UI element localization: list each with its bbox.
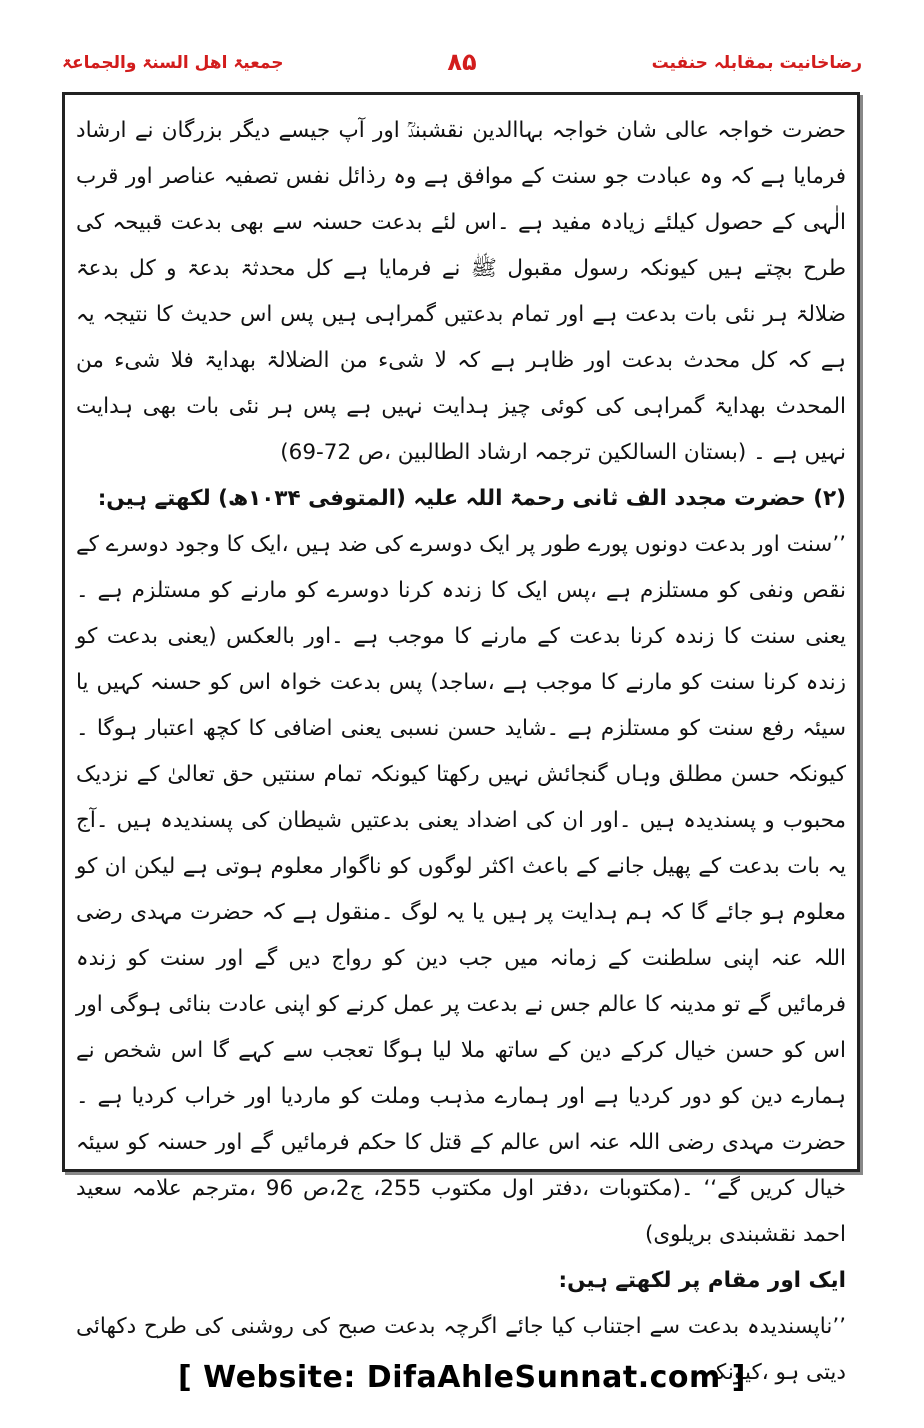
page-header xyxy=(62,48,862,92)
page-number: ۸۵ xyxy=(447,48,477,76)
paragraph-2-heading: (۲) حضرت مجدد الف ثانی رحمۃ اللہ علیہ (المتوفی ۱۰۳۴ھ) لکھتے ہیں: xyxy=(97,486,846,511)
paragraph-5-quote: ’’ناپسندیدہ بدعت سے اجتناب کیا جائے اگرچہ بدعت صبح کی روشنی کی طرح دکھائی دیتی ہو ،کیونکہ xyxy=(76,1314,846,1385)
website-footer: [ Website: DifaAhleSunnat.com ] xyxy=(178,1360,746,1395)
paragraph-1: حضرت خواجہ عالی شان خواجہ بہاالدین نقشبندؒ اور آپ جیسے دیگر بزرگان نے ارشاد فرمایا ہے کہ وہ عبادت جو سنت کے موافق ہے وہ رذائل نفس تصفیہ عناصر اور قرب الٰہی کے حصول کیلئے زیادہ مفید ہے ۔اس لئے بدعت حسنہ سے بھی بدعت قبیحہ کی طرح بچتے ہیں کیونکہ رسول مقبول ﷺ نے فرمایا ہے کل محدثۃ بدعۃ و کل بدعۃ ضلالۃ ہر نئی بات بدعت ہے اور تمام بدعتیں گمراہی ہیں پس اس حدیث کا نتیجہ یہ ہے کہ کل محدث بدعت اور ظاہر ہے کہ لا شیء من الضلالۃ بھدایۃ فلا شیء من المحدث بھدایۃ گمراہی کی کوئی چیز ہدایت نہیں ہے پس ہر نئی بات بھی ہدایت نہیں ہے ۔ (بستان السالکین ترجمہ ارشاد الطالبین ،ص 72-69) xyxy=(76,118,846,465)
paragraph-3-quote: ’’سنت اور بدعت دونوں پورے طور پر ایک دوسرے کی ضد ہیں ،ایک کا وجود دوسرے کے نقص ونفی کو مستلزم ہے ،پس ایک کا زندہ کرنا دوسرے کو مارنے کو مستلزم ہے ۔یعنی سنت کا زندہ کرنا بدعت کے مارنے کا موجب ہے ۔اور بالعکس (یعنی بدعت کو زندہ کرنا سنت کو مارنے کا موجب ہے ،ساجد) پس بدعت خواہ اس کو حسنہ کہیں یا سیئہ رفع سنت کو مستلزم ہے ۔شاید حسن نسبی یعنی اضافی کا کچھ اعتبار ہوگا ۔کیونکہ حسن مطلق وہاں گنجائش نہیں رکھتا کیونکہ تمام سنتیں حق تعالیٰ کے نزدیک محبوب و پسندیدہ ہیں ۔اور ان کی اضداد یعنی بدعتیں شیطان کی پسندیدہ ہیں ۔آج یہ بات بدعت کے پھیل جانے کے باعث اکثر لوگوں کو ناگوار معلوم ہوتی ہے لیکن ان کو معلوم ہو جائے گا کہ ہم ہدایت پر ہیں یا یہ لوگ ۔منقول ہے کہ حضرت مہدی رضی اللہ عنہ اپنی سلطنت کے زمانہ میں جب دین کو رواج دیں گے اور سنت کو زندہ فرمائیں گے تو مدینہ کا عالم جس نے بدعت پر عمل کرنے کو اپنی عادت بنائی ہوگی اور اس کو حسن خیال کرکے دین کے ساتھ ملا لیا ہوگا تعجب سے کہے گا اس شخص نے ہمارے دین کو دور کردیا ہے اور ہمارے مذہب وملت کو ماردیا اور خراب کردیا ہے ۔حضرت مہدی رضی اللہ عنہ اس عالم کے قتل کا حکم فرمائیں گے اور حسنہ کو سیئہ خیال کریں گے‘‘ ۔(مکتوبات ،دفتر اول مکتوب 255، ج2،ص 96 ،مترجم علامہ سعید احمد نقشبندی بریلوی) xyxy=(76,532,846,1247)
header-organization: جمعیۃ اھل السنۃ والجماعۃ xyxy=(62,53,284,73)
header-book-title: رضاخانیت بمقابلہ حنفیت xyxy=(651,53,862,73)
paragraph-4: ایک اور مقام پر لکھتے ہیں: xyxy=(558,1268,846,1293)
